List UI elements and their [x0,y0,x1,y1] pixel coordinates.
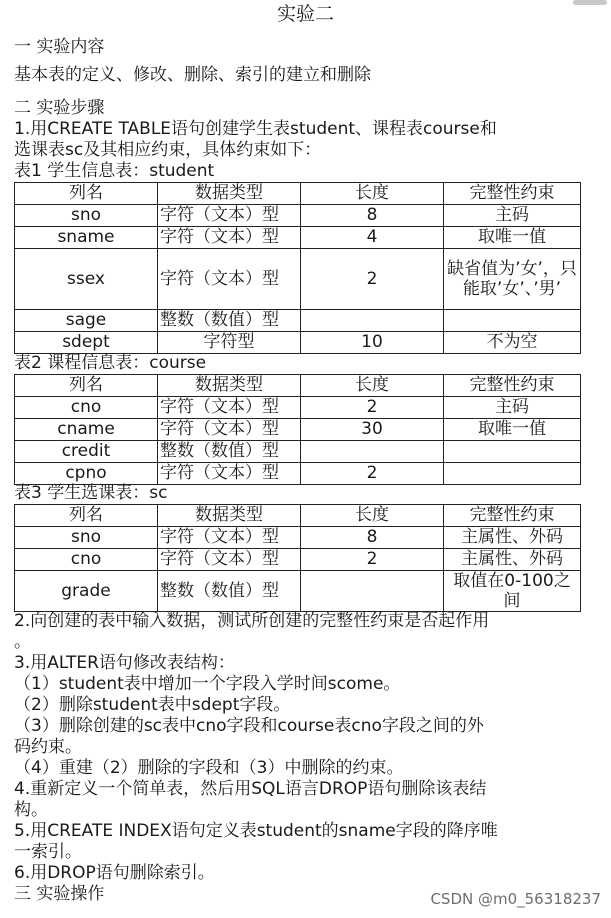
table-cell: 整数（数值）型 [158,571,301,612]
table-row [15,249,581,310]
table-cell [301,310,444,332]
step2-line1: 2.向创建的表中输入数据，测试所创建的完整性约束是否起作用 [14,611,490,631]
section2-heading: 二 实验步骤 [14,98,105,118]
header-cell: 数据类型 [158,183,301,205]
table-cell: sno [15,527,158,549]
table-cell: cno [15,549,158,571]
table-cell: 2 [301,463,444,485]
step3-line1: 3.用ALTER语句修改表结构： [14,653,235,673]
table-cell: sname [15,227,158,249]
table-row [15,310,581,332]
table-cell [444,310,581,332]
header-cell: 数据类型 [158,375,301,397]
table-cell: 2 [301,249,444,310]
table-row [15,549,581,571]
table-header-row [15,375,581,397]
step3-item1: （1）student表中增加一个字段入学时间scome。 [14,674,401,694]
table-row [15,527,581,549]
table-cell: credit [15,441,158,463]
table-row [15,441,581,463]
table-cell: ssex [15,249,158,310]
table-cell: sage [15,310,158,332]
table-cell: 字符（文本）型 [158,227,301,249]
step3-item4: （4）重建（2）删除的字段和（3）中删除的约束。 [14,758,404,778]
table-cell: 取唯一值 [444,419,581,441]
table-cell: 字符（文本）型 [158,527,301,549]
table-cell: 字符（文本）型 [158,463,301,485]
table-cell: 字符（文本）型 [158,549,301,571]
header-cell: 完整性约束 [444,375,581,397]
table-cell [301,441,444,463]
table-row [15,332,581,354]
table-cell: 2 [301,397,444,419]
table-cell: grade [15,571,158,612]
table-cell: 字符（文本）型 [158,249,301,310]
table-header-row [15,505,581,527]
table-cell: 8 [301,527,444,549]
step4-line2: 构。 [14,800,48,820]
table-cell: 字符（文本）型 [158,397,301,419]
table-row [15,571,581,612]
table-cell: 整数（数值）型 [158,441,301,463]
header-cell: 完整性约束 [444,505,581,527]
table-header-row [15,183,581,205]
table-cell: 缺省值为’女’，只能取’女’、’男’ [444,249,581,310]
table-cell [301,571,444,612]
table3-caption: 表3 学生选课表：sc [14,483,168,503]
section1-heading: 一 实验内容 [14,37,105,57]
table-cell: 取唯一值 [444,227,581,249]
table-cell: cno [15,397,158,419]
student-table [14,182,581,354]
table2-caption: 表2 课程信息表：course [14,353,207,373]
table-cell: 字符（文本）型 [158,205,301,227]
header-cell: 长度 [301,375,444,397]
header-cell: 列名 [15,375,158,397]
sc-table [14,504,581,612]
step1-line1: 1.用CREATE TABLE语句创建学生表student、课程表course和 [14,119,497,139]
table-row [15,397,581,419]
table-cell: cpno [15,463,158,485]
table-cell: 字符（文本）型 [158,419,301,441]
table-cell [444,463,581,485]
section1-body: 基本表的定义、修改、删除、索引的建立和删除 [14,65,371,85]
header-cell: 完整性约束 [444,183,581,205]
table-cell: 8 [301,205,444,227]
table-cell: 4 [301,227,444,249]
table1-caption: 表1 学生信息表：student [14,161,215,181]
table-cell: 10 [301,332,444,354]
step1-line2: 选课表sc及其相应约束，具体约束如下： [14,140,322,160]
table-cell: 主码 [444,205,581,227]
table-cell: 主码 [444,397,581,419]
table-row [15,205,581,227]
step5-line2: 一索引。 [14,842,82,862]
step3-item3-line1: （3）删除创建的sc表中cno字段和course表cno字段之间的外 [14,716,484,736]
table-cell: 30 [301,419,444,441]
section3-heading: 三 实验操作 [14,884,105,904]
table-cell [444,441,581,463]
table-cell: 不为空 [444,332,581,354]
header-cell: 列名 [15,183,158,205]
step3-item3-line2: 码约束。 [14,737,82,757]
step4-line1: 4.重新定义一个简单表，然后用SQL语言DROP语句删除该表结 [14,779,487,799]
table-cell: 取值在0-100之间 [444,571,581,612]
table-cell: 整数（数值）型 [158,310,301,332]
table-cell: cname [15,419,158,441]
step2-line2: 。 [14,632,31,652]
table-cell: 主属性、外码 [444,527,581,549]
step6-line1: 6.用DROP语句删除索引。 [14,863,215,883]
table-row [15,419,581,441]
step3-item2: （2）删除student表中sdept字段。 [14,695,291,715]
table-cell: 字符型 [158,332,301,354]
course-table [14,374,581,485]
header-cell: 数据类型 [158,505,301,527]
table-cell: sdept [15,332,158,354]
header-cell: 长度 [301,183,444,205]
watermark: CSDN @m0_56318237 [430,890,601,908]
page-title: 实验二 [276,3,334,25]
table-cell: 主属性、外码 [444,549,581,571]
table-cell: 2 [301,549,444,571]
step5-line1: 5.用CREATE INDEX语句定义表student的sname字段的降序唯 [14,821,498,841]
table-cell: sno [15,205,158,227]
header-cell: 列名 [15,505,158,527]
table-row [15,227,581,249]
header-cell: 长度 [301,505,444,527]
